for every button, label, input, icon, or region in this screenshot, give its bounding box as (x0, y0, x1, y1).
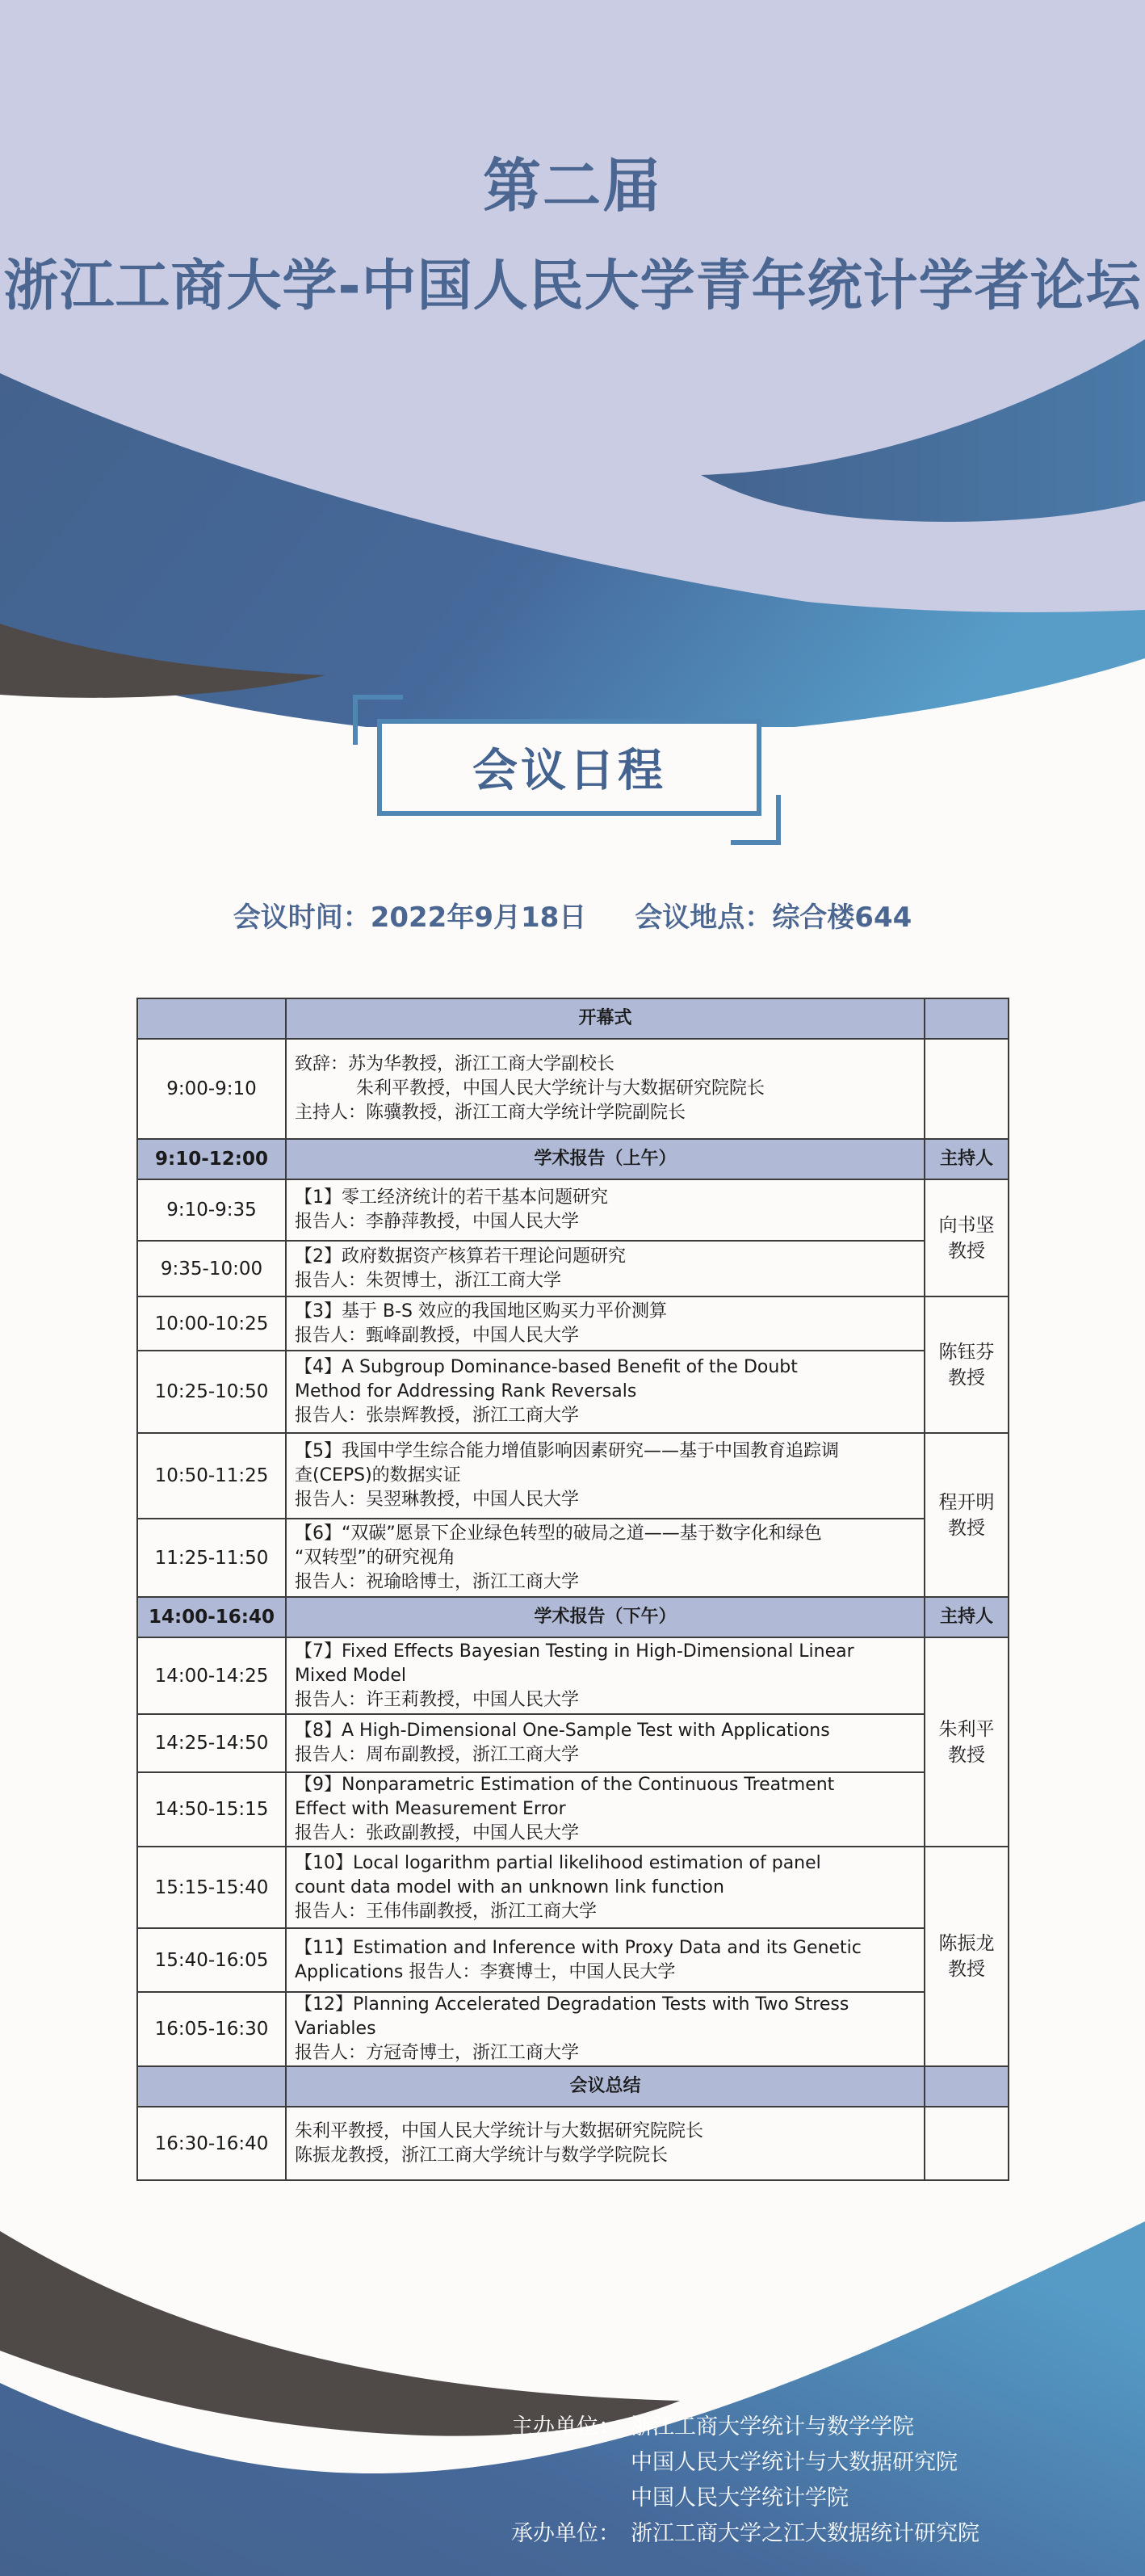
host-unit: 中国人民大学统计学院 (631, 2486, 849, 2511)
table-row (137, 1433, 1009, 1519)
slot-content (286, 1519, 925, 1597)
header-time: 14:00-16:40 (137, 1597, 286, 1637)
opening-speech-line: 朱利平教授，中国人民大学统计与大数据研究院院长 (356, 1078, 765, 1099)
host-name: 陈振龙 (938, 1933, 995, 1954)
talk-title: 【8】A High-Dimensional One-Sample Test with Applications (295, 1721, 830, 1741)
organizers-block (511, 2410, 979, 2552)
header-time (137, 998, 286, 1039)
schedule-table (136, 998, 1009, 2181)
corner-bracket-bottom-right (731, 840, 781, 845)
hero-header-background (0, 0, 1145, 727)
talk-title: Mixed Model (295, 1665, 406, 1686)
talk-speaker: 报告人：张政副教授，中国人民大学 (295, 1823, 580, 1843)
closing-speaker-line: 陈振龙教授，浙江工商大学统计与数学学院院长 (295, 2145, 669, 2166)
badge-frame (377, 719, 761, 816)
talk-speaker: 报告人：祝瑜晗博士，浙江工商大学 (295, 1571, 580, 1592)
slot-content (286, 1433, 925, 1519)
slot-host (925, 2107, 1009, 2180)
slot-time: 14:00-14:25 (137, 1637, 286, 1714)
host-unit: 浙江工商大学统计与数学学院 (631, 2414, 914, 2439)
organizer-unit: 浙江工商大学之江大数据统计研究院 (631, 2521, 979, 2546)
header-host (925, 998, 1009, 1039)
table-row (137, 1241, 1009, 1296)
slot-time: 9:10-9:35 (137, 1179, 286, 1241)
slot-time: 15:40-16:05 (137, 1928, 286, 1992)
talk-speaker: 报告人：甄峰副教授，中国人民大学 (295, 1325, 580, 1346)
slot-time: 9:00-9:10 (137, 1039, 286, 1139)
talk-title: 查(CEPS)的数据实证 (295, 1465, 461, 1486)
talk-title: 【2】政府数据资产核算若干理论问题研究 (295, 1246, 626, 1267)
session-host (925, 1433, 1009, 1597)
section-header-closing (137, 2066, 1009, 2107)
opening-host-line: 主持人：陈骥教授，浙江工商大学统计学院副院长 (295, 1103, 686, 1123)
talk-title: 【1】零工经济统计的若干基本问题研究 (295, 1187, 608, 1208)
time-label: 会议时间： (233, 901, 371, 934)
slot-time: 15:15-15:40 (137, 1847, 286, 1928)
slot-time: 10:50-11:25 (137, 1433, 286, 1519)
talk-title: 【4】A Subgroup Dominance-based Benefit of the Doubt (295, 1357, 798, 1377)
talk-speaker: 报告人：许王莉教授，中国人民大学 (295, 1689, 580, 1710)
session-host (925, 1179, 1009, 1296)
table-row (137, 1296, 1009, 1351)
table-row (137, 1992, 1009, 2066)
talk-speaker: 报告人：李静萍教授，中国人民大学 (295, 1212, 580, 1232)
slot-content (286, 1714, 925, 1772)
host-units-label: 主办单位： (511, 2414, 620, 2439)
session-host (925, 1296, 1009, 1433)
section-header-afternoon (137, 1597, 1009, 1637)
talk-speaker: 报告人：周布副教授，浙江工商大学 (295, 1745, 580, 1765)
slot-content (286, 2107, 925, 2180)
slot-content (286, 1039, 925, 1139)
talk-title: 【7】Fixed Effects Bayesian Testing in High-Dimensional Linear (295, 1641, 854, 1662)
slot-content (286, 1179, 925, 1241)
section-title: 会议日程 (472, 745, 666, 797)
header-host: 主持人 (925, 1139, 1009, 1179)
talk-title: 【9】Nonparametric Estimation of the Continuous Treatment (295, 1775, 835, 1795)
header-title: 会议总结 (286, 2066, 925, 2107)
table-row (137, 1847, 1009, 1928)
slot-content (286, 1296, 925, 1351)
header-host: 主持人 (925, 1597, 1009, 1637)
talk-speaker: 报告人：方冠奇博士，浙江工商大学 (295, 2043, 580, 2063)
talk-title: Variables (295, 2019, 376, 2039)
section-header-morning (137, 1139, 1009, 1179)
corner-bracket-top-left (353, 695, 403, 700)
host-title: 教授 (948, 1240, 985, 1262)
header-title: 开幕式 (286, 998, 925, 1039)
slot-content (286, 1241, 925, 1296)
slot-time: 14:25-14:50 (137, 1714, 286, 1772)
host-title: 教授 (948, 1367, 985, 1389)
slot-content (286, 1637, 925, 1714)
talk-title: 【10】Local logarithm partial likelihood estimation of panel (295, 1852, 821, 1873)
slot-host (925, 1039, 1009, 1139)
talk-speaker: 报告人：王伟伟副教授，浙江工商大学 (295, 1901, 598, 1922)
table-row (137, 1928, 1009, 1992)
venue-value: 综合楼644 (772, 901, 912, 934)
slot-time: 10:00-10:25 (137, 1296, 286, 1351)
forum-title: 浙江工商大学-中国人民大学青年统计学者论坛 (3, 254, 1142, 318)
slot-content (286, 1847, 925, 1928)
slot-time: 16:30-16:40 (137, 2107, 286, 2180)
slot-content (286, 1772, 925, 1847)
closing-speaker-line: 朱利平教授，中国人民大学统计与大数据研究院院长 (295, 2120, 704, 2141)
talk-title: Method for Addressing Rank Reversals (295, 1381, 637, 1401)
talk-title: 【11】Estimation and Inference with Proxy Data and its Genetic (295, 1937, 862, 1958)
host-title: 教授 (948, 1744, 985, 1766)
host-title: 教授 (948, 1959, 985, 1980)
host-title: 教授 (948, 1517, 985, 1539)
slot-content (286, 1992, 925, 2066)
talk-title: Effect with Measurement Error (295, 1799, 566, 1819)
header-time: 9:10-12:00 (137, 1139, 286, 1179)
slot-time: 10:25-10:50 (137, 1351, 286, 1433)
table-row (137, 1351, 1009, 1433)
edition-title: 第二届 (482, 152, 662, 220)
header-title: 学术报告（上午） (286, 1139, 925, 1179)
corner-bracket-top-left (353, 695, 358, 745)
talk-title: 【12】Planning Accelerated Degradation Tests with Two Stress (295, 1994, 849, 2015)
section-header-opening (137, 998, 1009, 1039)
table-row (137, 1637, 1009, 1714)
host-name: 程开明 (938, 1491, 995, 1513)
table-row (137, 1714, 1009, 1772)
time-value: 2022年9月18日 (370, 901, 587, 934)
header-host (925, 2066, 1009, 2107)
host-name: 朱利平 (938, 1718, 995, 1740)
session-host (925, 1847, 1009, 2066)
talk-title: Applications 报告人：李赛博士，中国人民大学 (295, 1961, 676, 1982)
talk-speaker: 报告人：张崇辉教授，浙江工商大学 (295, 1406, 580, 1426)
header-title: 学术报告（下午） (286, 1597, 925, 1637)
opening-speech-line: 致辞：苏为华教授，浙江工商大学副校长 (295, 1054, 615, 1074)
slot-time: 11:25-11:50 (137, 1519, 286, 1597)
session-host (925, 1637, 1009, 1847)
schedule-badge (353, 695, 781, 845)
host-name: 陈钰芬 (938, 1341, 995, 1363)
talk-speaker: 报告人：吴翌琳教授，中国人民大学 (295, 1490, 580, 1510)
table-row-opening (137, 1039, 1009, 1139)
organizer-label: 承办单位： (511, 2521, 620, 2546)
talk-title: 【5】我国中学生综合能力增值影响因素研究——基于中国教育追踪调 (295, 1441, 839, 1461)
table-row (137, 1772, 1009, 1847)
slot-content (286, 1351, 925, 1433)
corner-bracket-bottom-right (776, 795, 781, 845)
meeting-info (0, 895, 1145, 935)
slot-time: 14:50-15:15 (137, 1772, 286, 1847)
slot-time: 16:05-16:30 (137, 1992, 286, 2066)
header-time (137, 2066, 286, 2107)
table-row (137, 1519, 1009, 1597)
talk-title: 【3】基于 B-S 效应的我国地区购买力平价测算 (295, 1301, 667, 1322)
slot-content (286, 1928, 925, 1992)
venue-label: 会议地点： (635, 901, 773, 934)
slot-time: 9:35-10:00 (137, 1241, 286, 1296)
table-row (137, 1179, 1009, 1241)
table-row-closing (137, 2107, 1009, 2180)
host-name: 向书坚 (938, 1214, 995, 1236)
talk-title: 【6】“双碳”愿景下企业绿色转型的破局之道——基于数字化和绿色 (295, 1523, 822, 1544)
host-unit: 中国人民大学统计与大数据研究院 (631, 2450, 958, 2475)
talk-title: count data model with an unknown link function (295, 1876, 724, 1897)
talk-speaker: 报告人：朱贺博士，浙江工商大学 (295, 1270, 562, 1291)
talk-title: “双转型”的研究视角 (295, 1547, 455, 1568)
